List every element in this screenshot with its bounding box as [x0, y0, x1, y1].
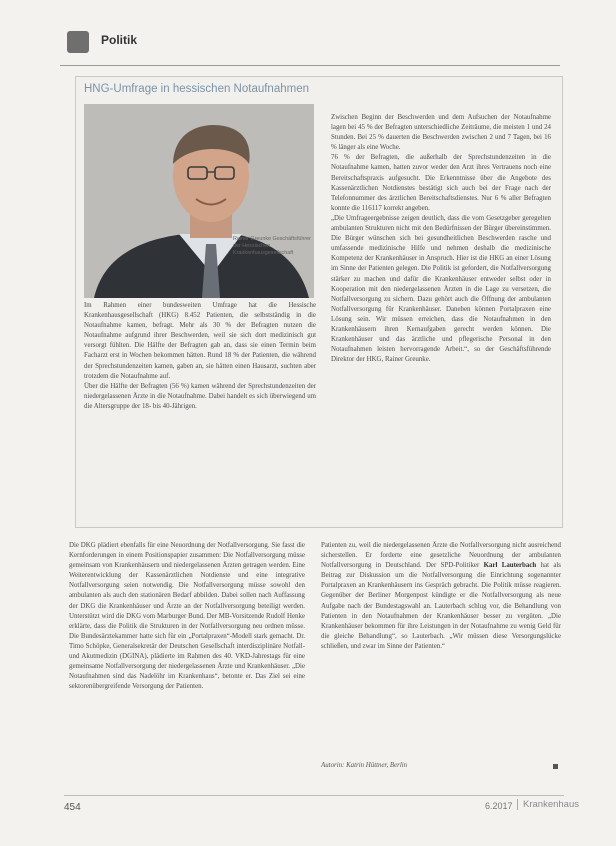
- page-number: 454: [64, 802, 81, 813]
- box-left-column: [84, 301, 316, 412]
- paragraph: 76 % der Befragten, die außerhalb der Sprechstundenzeiten in die Notaufnahme kamen, hatten zuvor weder den Arzt ihres Vertrauens noch eine Bereitschaftspraxis aufgesucht. Die Erkenntnisse über die Angebote des Kassenärztlichen Notdienstes bestätigt sich auch bei der Frage nach der Telefonnummer des ärztlichen Bereitschaftsdienstes. Nur 6 % aller Befragten konnte die 116117 korrekt angeben.: [331, 154, 551, 212]
- section-marker: [67, 31, 89, 53]
- lower-right-column: [321, 541, 561, 652]
- portrait-photo: [84, 104, 314, 298]
- magazine-logo: Krankenhaus: [517, 799, 579, 810]
- lower-left-column: [69, 541, 305, 692]
- highlighted-name: Karl Lauterbach: [483, 562, 537, 570]
- paragraph: Im Rahmen einer bundesweiten Umfrage hat die Hessische Krankenhausgesellschaft (HKG) 8.452 Patienten, die selbstständig in die Notaufnahme kamen, befragt. Mehr als 30 % der Befragten nutzen die Notaufnahme aufgrund ihrer Beschwerden, weil sie sich dort medizinisch gut versorgt fühlten. Die Hälfte der Befragten gab an, dass sie einen Termin beim Facharzt erst in Wochen bekommen hätten. Rund 18 % der Patienten, die während der Sprechstundenzeiten kamen, gaben an, sie hätten einen Hausarzt, suchten aber trotzdem die Notaufnahme auf.: [84, 302, 316, 380]
- paragraph: Die DKG plädiert ebenfalls für eine Neuordnung der Notfallversorgung. Sie fasst die Kernforderungen in einem Positionspapier zusammen: Die Notfallversorgung müsse gemeinsam von Krankenhäusern und niedergelassenen Ärzten getragen werden. Eine Weiterentwicklung der Kassenärztlichen Notdienste und eine integrative Notfallversorgung seien notwendig. Die Notfallversorgung müsse sowohl den ambulanten als auch den stationären Bedarf abbilden. Dabei sollen nach Auffassung der DKG die Krankenhäuser und Ärzte an der Notfallversorgung beteiligt werden. Unterstützt wird die DKG vom Marburger Bund. Der MB-Vorsitzende Rudolf Henke erklärte, dass die Politik die Strukturen in der Notfallversorgung neu ordnen müsse. Die Bundesärztekammer hatte sich für ein „Portalpraxen“-Modell stark gemacht. Dr. Timo Schöpke, Generalsekretär der Deutschen Gesellschaft interdisziplinäre Notfall- und Akutmedizin (DGINA), plädierte im Rahmen des 40. VKD-Jahrestags für eine gemeinsame Notfallversorgung der niedergelassenen Ärzte und Krankenhäuser. „Die Notaufnahmen sind das Nadelöhr im Krankenhaus“, betonte er. Das Ziel sei eine sektorenübergreifende Versorgung der Patienten.: [69, 542, 305, 691]
- author-byline: Autorin: Katrin Hüttner, Berlin: [321, 762, 408, 769]
- end-of-article-icon: [553, 764, 558, 769]
- box-right-column: [331, 113, 551, 365]
- photo-caption: Rainer Greunke Geschäftsführer der Hessischen Krankenhausgesellschaft: [233, 236, 311, 256]
- paragraph: Patienten zu, weil die niedergelassenen Ärzte die Notfallversorgung nicht ausreichend sicherstellen. Er forderte eine gesetzliche Neuordnung der ambulanten Notfallversorgung in Deutschland. Der SPD-Politiker Karl Lauterbach hat als Beitrag zur Diskussion um die Notfallversorgung die Einrichtung sogenannter Portalpraxen an Krankenhäusern ins Gespräch gebracht. Die Politik müsse reagieren. Gegenüber der Berliner Morgenpost kündigte er die Notfallversorgung als neue Aufgabe nach der Bundestagswahl an. Lauterbach schlug vor, die Behandlung von Patienten in den Notaufnahmen der Krankenhäuser besser zu vergüten. „Die Krankenhäuser bekommen für ihre Leistungen in der Notaufnahme zu wenig Geld für die gleiche Behandlung“, so Lauterbach. „Wir müssen diese Versorgungslücke schließen, und zwar im Sinne der Patienten.“: [321, 542, 561, 650]
- article-title: HNG-Umfrage in hessischen Notaufnahmen: [84, 83, 309, 95]
- paragraph: Zwischen Beginn der Beschwerden und dem Aufsuchen der Notaufnahme lagen bei 45 % der Befragten unterschiedliche Zeiträume, die meisten 1 und 24 Stunden. Bei 25 % dauerten die Beschwerden zwischen 2 und 7 Tagen, bei 16 % länger als eine Woche.: [331, 114, 551, 152]
- issue-number: 6.2017: [485, 801, 513, 811]
- section-title: Politik: [101, 33, 138, 47]
- header-rule: [60, 65, 560, 66]
- paragraph: „Die Umfrageergebnisse zeigen deutlich, dass die vom Gesetzgeber geregelten ambulanten Strukturen nicht mit den Bedürfnissen der Bürger übereinstimmen. Die Bürger wünschen sich bei gesundheitlichen Beschwerden rasche und umfassende medizinische Hilfe und nehmen deshalb die medizinische Kompetenz der Krankenhäuser in Anspruch. Hier ist die HKG an einer Lösung im Sinne der Patienten gelegen. Die Politik ist gefordert, die Notfallversorgung stärker zu machen und dafür die Krankenhäuser entweder selbst oder in Kooperation mit den niedergelassenen Ärzten in die Lage zu versetzen, die Notfallversorgung zu sichern. Dazu gehört auch die Öffnung der ambulanten Notfallversorgung für Krankenhäuser. Daneben können Portalpraxen eine Lösung sein. Wir müssen erreichen, dass die Notaufnahmen in den Krankenhäusern ihren Kernaufgaben gerecht werden können. Die Krankenhäuser und das ärztliche und pflegerische Personal in den Notaufnahmen leisten hervorragende Arbeit.“, so der Geschäftsführende Direktor der HKG, Rainer Greunke.: [331, 214, 551, 364]
- footer-rule: [64, 795, 564, 796]
- paragraph: Über die Hälfte der Befragten (56 %) kamen während der Sprechstundenzeiten der niedergelassenen Ärzte in die Notaufnahme. Dabei handelt es sich überwiegend um die Altersgruppe der 18- bis 40-Jährigen.: [84, 382, 316, 410]
